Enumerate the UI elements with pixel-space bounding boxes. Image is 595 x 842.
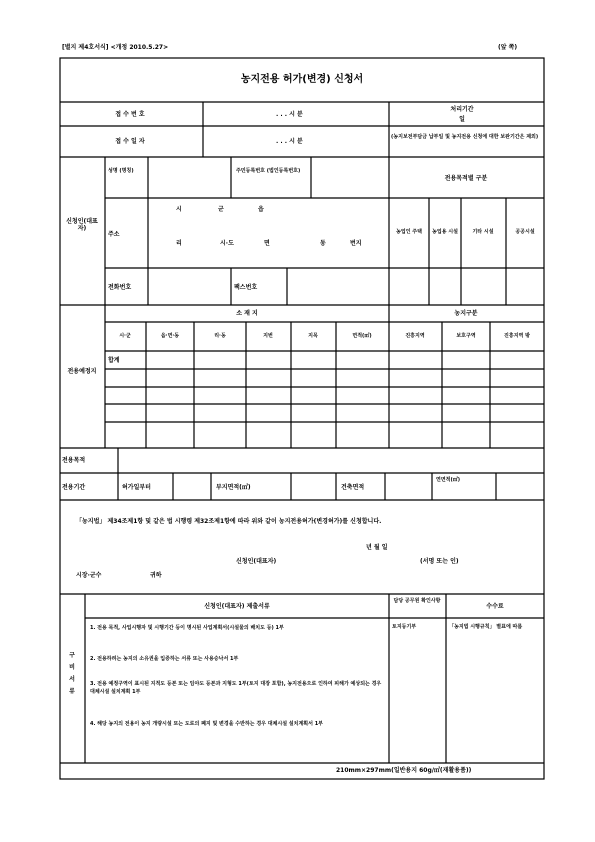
period-label: 전용기간 (62, 484, 86, 491)
attachment-item-2: 2. 전용하려는 농지의 소유권을 입증하는 서류 또는 사용승낙서 1부 (90, 656, 239, 662)
receipt-time-1: . . . 시 분 (276, 111, 303, 118)
applicant-address-label: 주소 (108, 231, 120, 238)
land-col-jimok: 지목 (308, 333, 318, 339)
purpose-col-4: 공공시설 (515, 229, 535, 235)
land-row-total: 합계 (108, 357, 120, 364)
land-location-head: 소 재 지 (236, 310, 258, 317)
addressee: 시장·군수 (76, 572, 102, 579)
receipt-no-label: 접 수 번 호 (115, 111, 145, 118)
regulation-label: [별지 제4호서식] <개정 2010.5.27> (62, 44, 169, 51)
address-part-si: 시 (176, 206, 182, 213)
declaration-sign-mark: (서명 또는 인) (420, 558, 459, 565)
fee-note: 「농지법 시행규칙」 별표에 따름 (449, 624, 523, 630)
address-part-eup: 읍 (258, 206, 264, 213)
land-col-sigun: 시·군 (119, 333, 131, 339)
land-col-eupmyeon: 읍·면·동 (160, 333, 180, 339)
land-use-col-1: 진흥지역 (405, 333, 425, 339)
land-col-ridong: 리·동 (214, 333, 226, 339)
purpose-head-label: 전용목적별 구분 (444, 175, 488, 182)
address-part-ri: 리 (176, 240, 182, 247)
receipt-time-2: . . . 시 분 (276, 138, 303, 145)
land-col-jibeon: 지번 (263, 333, 273, 339)
address-part-gun: 군 (218, 206, 224, 213)
proc-period-value: 일 (459, 116, 465, 123)
building-area-label: 건축면적 (341, 484, 365, 491)
check-value: 토지등기부 (392, 624, 417, 630)
attachments-side-label: 구비서류 (69, 652, 75, 695)
land-col-area: 면적(㎡) (352, 333, 372, 339)
land-section-label: 전용예정지 (67, 368, 97, 375)
purpose-label: 전용목적 (62, 457, 86, 464)
applicant-id-label: 주민등록번호 (법인등록번호) (236, 168, 301, 174)
form-title: 농지전용 허가(변경) 신청서 (240, 74, 364, 85)
paper-spec: 210mm×297mm(일반용지 60g/㎡(재활용품)) (336, 767, 472, 774)
proc-period-label: 처리기간 (450, 106, 474, 113)
period-value: 허가일부터 (122, 484, 151, 491)
site-area-label: 부지면적(㎡) (216, 484, 251, 491)
declaration-text: 「농지법」 제34조제1항 및 같은 법 시행령 제32조제1항에 따라 위와 같이 농지전용허가(변경허가)를 신청합니다. (76, 518, 382, 525)
fee-head: 수수료 (486, 603, 504, 610)
attachment-item-3: 3. 전용 예정구역이 표시된 지적도 등본 또는 임야도 등본과 지형도 1부(토지 대장 포함), 농지전용으로 인하여 피해가 예상되는 경우 대체시설 설치계획 1부 (90, 681, 382, 695)
check-head: 담당 공무원 확인사항 (393, 598, 441, 604)
declaration-applicant: 신청인(대표자) (236, 558, 277, 565)
attachment-item-1: 1. 전용 목적, 사업시행자 및 시행기간 등이 명시된 사업계획서(시설물의 배치도 등) 1부 (90, 625, 284, 631)
land-use-head: 농지구분 (454, 310, 478, 317)
address-part-dong: 동 (320, 240, 326, 247)
address-part-bunji: 번지 (350, 240, 362, 247)
addressee-suffix: 귀하 (150, 572, 162, 579)
proc-period-note: (농지보전부담금 납부일 및 농지전용 신청에 대한 보완기간은 제외) (391, 134, 539, 140)
purpose-col-2: 농업용 시설 (432, 229, 458, 235)
address-part-sido: 시·도 (220, 240, 234, 247)
address-part-myeon: 면 (264, 240, 270, 247)
land-use-col-3: 진흥지역 밖 (504, 333, 530, 339)
applicant-phone-label: 전화번호 (108, 284, 132, 291)
land-use-col-2: 보호구역 (456, 333, 476, 339)
receipt-date-label: 접 수 일 자 (115, 138, 145, 145)
applicant-section-label: 신청인(대표자) (66, 218, 98, 232)
page-indicator: (앞 쪽) (498, 44, 518, 51)
attachment-item-4: 4. 해당 농지의 전용이 농지 개량시설 또는 도로의 폐지 및 변경을 수반하는 경우 대체시설 설치계획서 1부 (90, 721, 324, 727)
applicant-name-label: 성명 (명칭) (108, 168, 134, 174)
purpose-col-3: 기타 시설 (472, 229, 494, 235)
purpose-col-1: 농업인 주택 (396, 229, 422, 235)
applicant-fax-label: 팩스번호 (234, 284, 258, 291)
declaration-date: 년 월 일 (366, 544, 388, 551)
floor-area-label: 연면적(㎡) (436, 477, 461, 483)
attachments-head: 신청인(대표자) 제출서류 (204, 603, 270, 610)
